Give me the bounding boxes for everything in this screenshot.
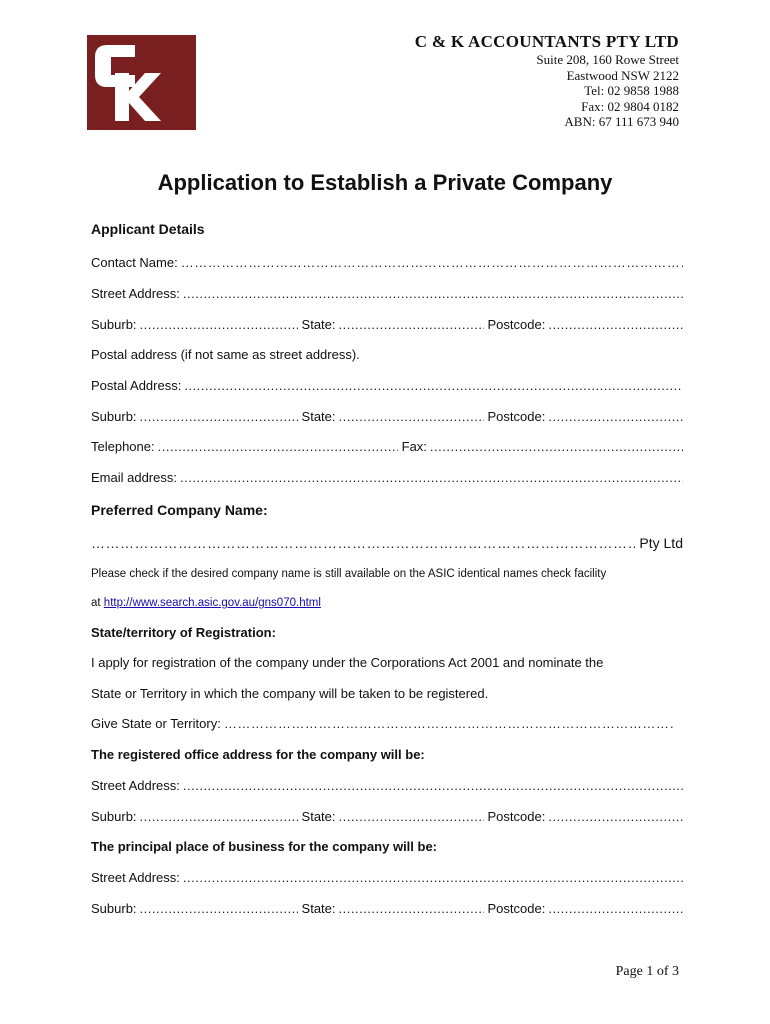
postcode-field[interactable]	[548, 317, 683, 333]
registered-office-heading: The registered office address for the company will be:	[91, 747, 425, 762]
preferred-company-name-heading: Preferred Company Name:	[91, 502, 268, 518]
postal-address-field[interactable]	[184, 378, 683, 394]
street-address-row[interactable]	[91, 286, 683, 302]
postcode-label: Postcode:	[487, 317, 546, 332]
office-street-field[interactable]	[183, 778, 683, 794]
company-fax: Fax: 02 9804 0182	[581, 98, 679, 114]
suburb-label: Suburb:	[91, 317, 137, 332]
telephone-label: Telephone:	[91, 439, 155, 454]
postal-state-label: State:	[301, 409, 336, 424]
company-name-row[interactable]	[91, 535, 683, 551]
street-address-label: Street Address:	[91, 286, 180, 301]
postal-suburb-field[interactable]	[140, 409, 298, 425]
applicant-details-heading: Applicant Details	[91, 221, 205, 237]
office-street-label: Street Address:	[91, 778, 180, 793]
company-address-2: Eastwood NSW 2122	[566, 67, 679, 83]
principal-postcode-label: Postcode:	[487, 901, 546, 916]
office-suburb-state-postcode-row[interactable]	[91, 809, 683, 825]
company-tel: Tel: 02 9858 1988	[584, 83, 679, 98]
suburb-field[interactable]	[140, 317, 298, 333]
contact-name-row[interactable]	[91, 255, 683, 271]
registration-text-2: State or Territory in which the company will be taken to be registered.	[91, 686, 489, 701]
asic-link[interactable]: http://www.search.asic.gov.au/gns070.html	[103, 597, 321, 609]
postal-postcode-label: Postcode:	[487, 409, 546, 424]
postal-postcode-field[interactable]	[548, 409, 683, 425]
office-postcode-field[interactable]	[548, 809, 683, 825]
postal-state-field[interactable]	[339, 409, 484, 425]
street-address-field[interactable]	[183, 286, 683, 302]
office-suburb-label: Suburb:	[91, 809, 137, 824]
pty-ltd-suffix: Pty Ltd	[639, 535, 683, 551]
give-state-label: Give State or Territory:	[91, 716, 221, 731]
email-label: Email address:	[91, 470, 177, 485]
principal-postcode-field[interactable]	[548, 901, 683, 917]
company-header	[415, 32, 679, 130]
page-number: Page 1 of 3	[615, 964, 679, 979]
principal-suburb-label: Suburb:	[91, 901, 137, 916]
ck-logo-mark	[87, 35, 196, 130]
principal-state-field[interactable]	[339, 901, 484, 917]
company-name: C & K ACCOUNTANTS PTY LTD	[414, 32, 679, 51]
principal-street-label: Street Address:	[91, 870, 180, 885]
office-postcode-label: Postcode:	[487, 809, 546, 824]
postal-suburb-label: Suburb:	[91, 409, 137, 424]
principal-street-field[interactable]	[183, 870, 683, 886]
email-field[interactable]	[180, 470, 683, 486]
fax-label: Fax:	[401, 439, 427, 454]
principal-suburb-field[interactable]	[140, 901, 298, 917]
registration-text-1: I apply for registration of the company under the Corporations Act 2001 and nominate the	[91, 655, 604, 670]
principal-street-row[interactable]	[91, 870, 683, 886]
asic-check-link-line	[91, 597, 321, 609]
postal-address-row[interactable]	[91, 378, 683, 394]
fax-field[interactable]	[430, 439, 683, 455]
office-suburb-field[interactable]	[140, 809, 298, 825]
telephone-fax-row[interactable]	[91, 439, 683, 455]
page-title: Application to Establish a Private Company	[157, 170, 613, 195]
telephone-field[interactable]	[158, 439, 398, 455]
give-state-row[interactable]	[91, 716, 683, 732]
company-address-1: Suite 208, 160 Rowe Street	[536, 52, 679, 67]
state-field[interactable]	[339, 317, 484, 333]
postal-address-label: Postal Address:	[91, 378, 182, 393]
office-state-label: State:	[301, 809, 336, 824]
postal-suburb-state-postcode-row[interactable]	[91, 409, 683, 425]
give-state-field[interactable]	[224, 716, 675, 732]
contact-name-label: Contact Name:	[91, 255, 178, 270]
asic-check-note: Please check if the desired company name is still available on the ASIC identical names check facility	[91, 568, 607, 580]
company-abn: ABN: 67 111 673 940	[564, 114, 679, 129]
contact-name-field[interactable]	[181, 255, 683, 271]
email-row[interactable]	[91, 470, 683, 486]
office-street-row[interactable]	[91, 778, 683, 794]
postal-address-note: Postal address (if not same as street address).	[91, 347, 360, 362]
company-logo	[87, 35, 196, 130]
state-label: State:	[301, 317, 336, 332]
principal-state-label: State:	[301, 901, 336, 916]
asic-at-text: at	[91, 597, 101, 609]
company-name-field[interactable]	[91, 535, 635, 551]
office-state-field[interactable]	[339, 809, 484, 825]
suburb-state-postcode-row[interactable]	[91, 317, 683, 333]
state-registration-heading: State/territory of Registration:	[91, 625, 276, 640]
principal-suburb-state-postcode-row[interactable]	[91, 901, 683, 917]
principal-place-heading: The principal place of business for the company will be:	[91, 839, 438, 854]
